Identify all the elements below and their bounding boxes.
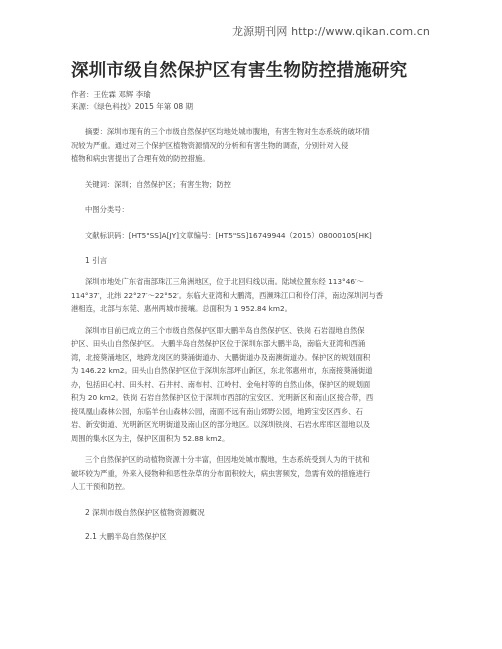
paragraph-resources bbox=[71, 453, 431, 494]
paragraph-line: 破坏较为严重，外来入侵物种和恶性杂草的分布面积较大，病虫害频发，急需有效的措施进行 bbox=[71, 468, 371, 478]
subsection-heading-dapeng: 2.1 大鹏半岛自然保护区 bbox=[85, 531, 167, 541]
article-body bbox=[71, 60, 431, 543]
paragraph-location bbox=[71, 275, 431, 316]
paragraph-line: 深圳市地处广东省南部珠江三角洲地区，位于北回归线以南。陆域位置东经 113°46′～ bbox=[85, 277, 364, 286]
abstract-line: 况较为严重。通过对三个保护区植物资源情况的分析和有害生物的调查，分别针对入侵 bbox=[71, 140, 349, 150]
paragraph-line: 114°37′，北纬 22°27′～22°52′。东临大亚湾和大鹏湾，西濒珠江口和伶仃洋，南边深圳河与香 bbox=[71, 290, 384, 300]
abstract-line: 摘要：深圳市现有的三个市级自然保护区均地处城市腹地，有害生物对生态系统的破坏情 bbox=[85, 127, 370, 136]
paragraph-line: 港相连，北部与东莞、惠州两城市接壤。总面积为 1 952.84 km2。 bbox=[71, 304, 292, 313]
article-source: 来源：《绿色科技》2015 年第 08 期 bbox=[71, 102, 194, 111]
classification-number: 中图分类号： bbox=[85, 205, 129, 214]
paragraph-line: 人工干预和防控。 bbox=[71, 482, 130, 491]
site-watermark: 龙源期刊网 http://www.qikan.com.cn bbox=[231, 25, 430, 38]
paragraph-line: 岩、新安街道、光明新区光明街道及南山区的部分地区。以深圳铁岗、石岩水库库区湿地以及 bbox=[71, 420, 371, 429]
paragraph-reserves bbox=[71, 324, 431, 446]
keywords: 关键词：深圳；自然保护区；有害生物；防控 bbox=[85, 179, 231, 189]
article-authors: 作者：王佐霖 邓辉 李瑜 bbox=[71, 90, 151, 99]
paragraph-line: 护区、田头山自然保护区。 大鹏半岛自然保护区位于深圳东部大鹏半岛，南临大亚湾和西涌 bbox=[71, 339, 366, 348]
paragraph-line: 深圳市目前已成立的三个市级自然保护区即大鹏半岛自然保护区、铁岗 石岩湿地自然保 bbox=[85, 325, 365, 335]
section-heading-plant-resources: 2 深圳市级自然保护区植物资源概况 bbox=[85, 507, 205, 517]
paragraph-line: 周围的集水区为主，保护区面积为 52.88 km2。 bbox=[71, 433, 230, 443]
abstract-line: 植物和病虫害提出了合理有效的防控措施。 bbox=[71, 154, 210, 163]
paragraph-line: 三个自然保护区的动植物资源十分丰富，但因地处城市腹地，生态系统受到人为的干扰和 bbox=[85, 455, 370, 464]
paragraph-line: 湾，北接葵涌地区，地跨龙岗区的葵涌街道办、大鹏街道办及南澳街道办。保护区的规划面积 bbox=[71, 352, 371, 362]
paragraph-line: 接凤凰山森林公园，东临羊台山森林公园，南面不远有南山郊野公园，地跨宝安区西乡、石 bbox=[71, 406, 363, 416]
abstract bbox=[71, 125, 431, 166]
section-heading-introduction: 1 引言 bbox=[85, 256, 108, 265]
article-title: 深圳市级自然保护区有害生物防控措施研究 bbox=[71, 61, 408, 81]
document-identifier: 文献标识码：[HT5"SS]A[JY]文章编号：[HT5"SS]16749944（2015）08000105[HK] bbox=[85, 230, 372, 240]
paragraph-line: 积为 20 km2。铁岗 石岩自然保护区位于深圳市西部的宝安区、光明新区和南山区接合带，西 bbox=[71, 393, 374, 402]
paragraph-line: 为 146.22 km2。田头山自然保护区位于深圳东部坪山新区，东北邻惠州市，东南接葵涌街道 bbox=[71, 366, 373, 375]
paragraph-line: 办，包括田心村、田头村、石井村、南布村、江岭村、金龟村等的自然山体，保护区的规划面 bbox=[71, 379, 371, 389]
